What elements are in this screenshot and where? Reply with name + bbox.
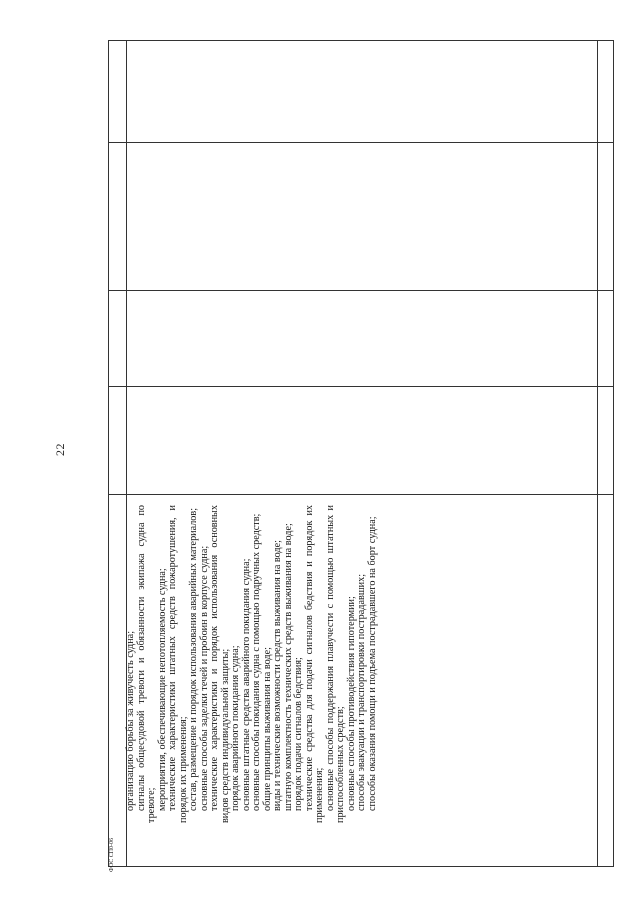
knowledge-item: штатную комплектность технических средств выживания на воде; bbox=[282, 523, 294, 811]
knowledge-item: мероприятия, обеспечивающие непотопляемость судна; bbox=[156, 568, 168, 811]
knowledge-item: технические характеристики штатных средств пожаротушения, и порядок их применения; bbox=[167, 505, 189, 823]
knowledge-item: способы оказания помощи и подъема пострадавшего на борт судна; bbox=[366, 516, 378, 811]
document-code: ФОС СП0-06 bbox=[109, 837, 115, 872]
knowledge-item: состав, размещение и порядок использования аварийных материалов; bbox=[188, 507, 199, 811]
knowledge-item: основные способы поддержания плавучести с помощью штатных и приспособленных средств; bbox=[324, 505, 346, 823]
page-number: 22 bbox=[53, 443, 67, 456]
table-divider bbox=[108, 142, 614, 143]
table-divider bbox=[108, 494, 614, 495]
knowledge-item: порядок аварийного покидания судна; bbox=[230, 645, 241, 811]
knowledge-item: основные способы заделки течей и пробоин в корпусе судна; bbox=[198, 545, 210, 811]
knowledge-item: организацию борьбы за живучесть судна; bbox=[125, 630, 136, 811]
competency-knowledge-list bbox=[126, 505, 598, 823]
table-divider bbox=[108, 290, 614, 291]
knowledge-item: технические характеристики и порядок использования основных видов средств индивидуальной защиты; bbox=[209, 505, 231, 823]
knowledge-item: технические средства для подачи сигналов бедствия и порядок их применения; bbox=[303, 505, 325, 823]
table-divider bbox=[108, 386, 614, 387]
knowledge-item: основные штатные средства аварийного покидания судна; bbox=[240, 558, 252, 811]
knowledge-item: общие принципы выживания на воде; bbox=[261, 647, 273, 811]
knowledge-item: порядок подачи сигналов бедствия; bbox=[293, 657, 304, 811]
knowledge-item: сигналы общесудовой тревоги и обязанности экипажа судна по тревоге; bbox=[135, 505, 157, 823]
knowledge-item: способы эвакуации и транспортировки пострадавших; bbox=[356, 573, 367, 811]
knowledge-item: основные способы покидания судна с помощью подручных средств; bbox=[251, 513, 262, 811]
knowledge-item: основные способы противодействия гипотермии; bbox=[345, 596, 357, 811]
knowledge-item: виды и технические возможности средств выживания на воде; bbox=[272, 540, 283, 811]
